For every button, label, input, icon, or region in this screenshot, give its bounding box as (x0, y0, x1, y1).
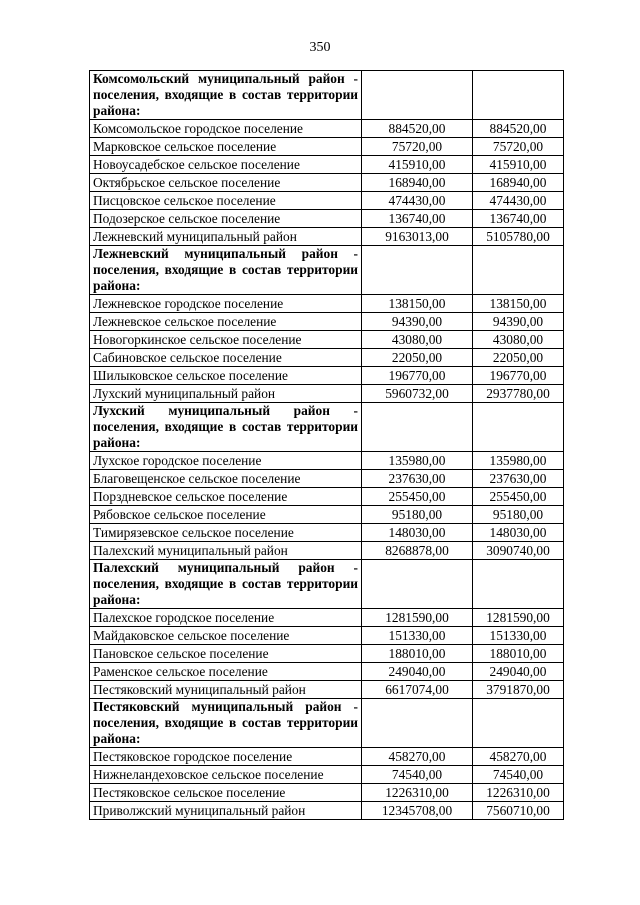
row-name: Писцовское сельское поселение (90, 192, 362, 210)
row-value-2: 474430,00 (473, 192, 564, 210)
row-value-1: 458270,00 (362, 748, 473, 766)
section-header-row (90, 246, 564, 295)
row-value-1: 255450,00 (362, 488, 473, 506)
budget-table (89, 70, 564, 820)
section-header-label: Палехский муниципальный район - поселения, входящие в состав территории района: (90, 560, 362, 609)
table-row (90, 156, 564, 174)
table-row (90, 802, 564, 820)
table-row (90, 367, 564, 385)
empty-cell (362, 71, 473, 120)
row-value-2: 188010,00 (473, 645, 564, 663)
row-name: Благовещенское сельское поселение (90, 470, 362, 488)
table-row (90, 349, 564, 367)
section-header-label: Лежневский муниципальный район - поселения, входящие в состав территории района: (90, 246, 362, 295)
row-value-2: 458270,00 (473, 748, 564, 766)
row-value-1: 5960732,00 (362, 385, 473, 403)
row-value-2: 151330,00 (473, 627, 564, 645)
row-value-2: 7560710,00 (473, 802, 564, 820)
row-name: Марковское сельское поселение (90, 138, 362, 156)
table-row (90, 210, 564, 228)
section-header-row (90, 560, 564, 609)
row-name: Сабиновское сельское поселение (90, 349, 362, 367)
row-value-1: 8268878,00 (362, 542, 473, 560)
empty-cell (473, 246, 564, 295)
row-name: Лежневское сельское поселение (90, 313, 362, 331)
empty-cell (362, 403, 473, 452)
row-name: Раменское сельское поселение (90, 663, 362, 681)
table-row (90, 542, 564, 560)
row-value-2: 5105780,00 (473, 228, 564, 246)
row-value-2: 3090740,00 (473, 542, 564, 560)
row-value-1: 135980,00 (362, 452, 473, 470)
row-value-2: 135980,00 (473, 452, 564, 470)
row-value-2: 255450,00 (473, 488, 564, 506)
row-name: Приволжский муниципальный район (90, 802, 362, 820)
empty-cell (473, 403, 564, 452)
row-value-2: 94390,00 (473, 313, 564, 331)
row-name: Порздневское сельское поселение (90, 488, 362, 506)
empty-cell (362, 560, 473, 609)
row-value-2: 74540,00 (473, 766, 564, 784)
row-name: Майдаковское сельское поселение (90, 627, 362, 645)
section-header-label: Комсомольский муниципальный район - поселения, входящие в состав территории района: (90, 71, 362, 120)
table-row (90, 766, 564, 784)
table-row (90, 748, 564, 766)
row-value-1: 415910,00 (362, 156, 473, 174)
budget-table-body (90, 71, 564, 820)
row-value-1: 9163013,00 (362, 228, 473, 246)
row-value-1: 75720,00 (362, 138, 473, 156)
row-value-2: 1281590,00 (473, 609, 564, 627)
table-row (90, 295, 564, 313)
row-name: Новогоркинское сельское поселение (90, 331, 362, 349)
section-header-row (90, 403, 564, 452)
table-row (90, 609, 564, 627)
table-row (90, 120, 564, 138)
row-value-1: 6617074,00 (362, 681, 473, 699)
row-value-2: 237630,00 (473, 470, 564, 488)
section-header-label: Лухский муниципальный район - поселения, входящие в состав территории района: (90, 403, 362, 452)
row-value-2: 884520,00 (473, 120, 564, 138)
row-value-1: 94390,00 (362, 313, 473, 331)
row-name: Лежневский муниципальный район (90, 228, 362, 246)
row-value-1: 1281590,00 (362, 609, 473, 627)
row-value-1: 237630,00 (362, 470, 473, 488)
row-value-2: 196770,00 (473, 367, 564, 385)
page-number: 350 (309, 40, 331, 55)
table-row (90, 645, 564, 663)
row-value-2: 75720,00 (473, 138, 564, 156)
table-row (90, 192, 564, 210)
row-name: Комсомольское городское поселение (90, 120, 362, 138)
row-value-2: 3791870,00 (473, 681, 564, 699)
row-name: Подозерское сельское поселение (90, 210, 362, 228)
table-row (90, 228, 564, 246)
table-row (90, 488, 564, 506)
empty-cell (473, 71, 564, 120)
row-name: Новоусадебское сельское поселение (90, 156, 362, 174)
table-row (90, 524, 564, 542)
empty-cell (362, 699, 473, 748)
row-value-1: 148030,00 (362, 524, 473, 542)
row-value-2: 148030,00 (473, 524, 564, 542)
table-row (90, 174, 564, 192)
row-name: Рябовское сельское поселение (90, 506, 362, 524)
empty-cell (473, 699, 564, 748)
row-name: Палехский муниципальный район (90, 542, 362, 560)
section-header-label: Пестяковский муниципальный район - поселения, входящие в состав территории района: (90, 699, 362, 748)
row-value-1: 188010,00 (362, 645, 473, 663)
table-row (90, 452, 564, 470)
row-name: Лухский муниципальный район (90, 385, 362, 403)
table-row (90, 138, 564, 156)
section-header-row (90, 699, 564, 748)
row-value-1: 43080,00 (362, 331, 473, 349)
row-value-1: 138150,00 (362, 295, 473, 313)
row-name: Лежневское городское поселение (90, 295, 362, 313)
row-value-1: 95180,00 (362, 506, 473, 524)
row-name: Пестяковское городское поселение (90, 748, 362, 766)
row-value-2: 95180,00 (473, 506, 564, 524)
row-name: Пестяковское сельское поселение (90, 784, 362, 802)
row-value-2: 415910,00 (473, 156, 564, 174)
row-name: Нижнеландеховское сельское поселение (90, 766, 362, 784)
table-row (90, 681, 564, 699)
row-value-2: 22050,00 (473, 349, 564, 367)
row-value-1: 136740,00 (362, 210, 473, 228)
table-row (90, 385, 564, 403)
row-value-2: 138150,00 (473, 295, 564, 313)
table-row (90, 313, 564, 331)
row-value-2: 2937780,00 (473, 385, 564, 403)
row-name: Тимирязевское сельское поселение (90, 524, 362, 542)
row-name: Палехское городское поселение (90, 609, 362, 627)
row-name: Пановское сельское поселение (90, 645, 362, 663)
empty-cell (362, 246, 473, 295)
row-value-2: 136740,00 (473, 210, 564, 228)
row-value-2: 168940,00 (473, 174, 564, 192)
row-value-1: 22050,00 (362, 349, 473, 367)
row-value-2: 1226310,00 (473, 784, 564, 802)
row-value-1: 74540,00 (362, 766, 473, 784)
table-row (90, 663, 564, 681)
row-name: Шилыковское сельское поселение (90, 367, 362, 385)
table-row (90, 506, 564, 524)
row-name: Пестяковский муниципальный район (90, 681, 362, 699)
section-header-row (90, 71, 564, 120)
row-value-2: 43080,00 (473, 331, 564, 349)
row-name: Лухское городское поселение (90, 452, 362, 470)
row-value-1: 168940,00 (362, 174, 473, 192)
row-value-1: 474430,00 (362, 192, 473, 210)
row-value-1: 1226310,00 (362, 784, 473, 802)
row-value-1: 884520,00 (362, 120, 473, 138)
table-row (90, 784, 564, 802)
row-value-2: 249040,00 (473, 663, 564, 681)
table-row (90, 331, 564, 349)
row-value-1: 151330,00 (362, 627, 473, 645)
table-row (90, 627, 564, 645)
empty-cell (473, 560, 564, 609)
table-row (90, 470, 564, 488)
row-value-1: 249040,00 (362, 663, 473, 681)
row-value-1: 12345708,00 (362, 802, 473, 820)
row-name: Октябрьское сельское поселение (90, 174, 362, 192)
row-value-1: 196770,00 (362, 367, 473, 385)
